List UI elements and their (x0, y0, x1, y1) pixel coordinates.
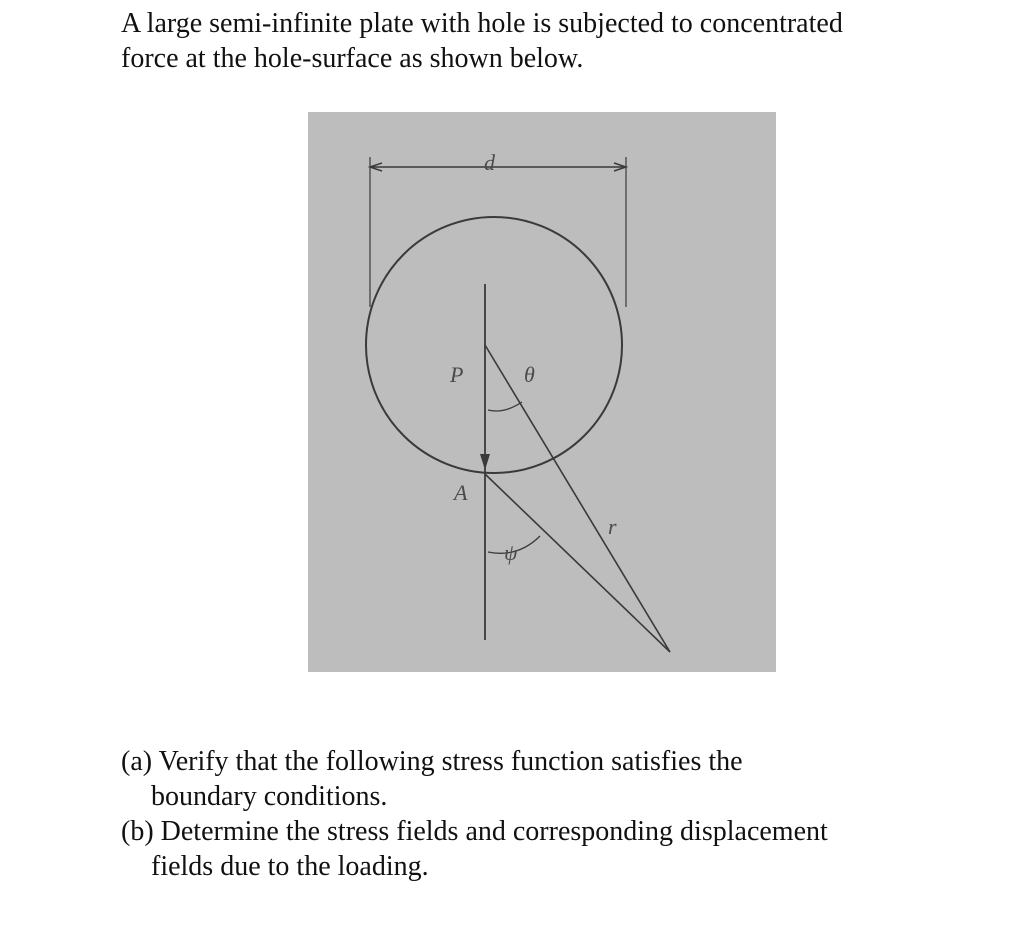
theta-arc (488, 402, 522, 411)
problem-statement-line-2: force at the hole-surface as shown below. (121, 43, 584, 74)
question-a-line-1: (a) Verify that the following stress function satisfies the (121, 746, 743, 777)
label-theta: θ (524, 362, 535, 387)
problem-statement-line-1: A large semi-infinite plate with hole is subjected to concentrated (121, 8, 843, 39)
question-b-line-2: fields due to the loading. (151, 851, 429, 882)
figure-diagram (308, 112, 776, 672)
label-P: P (450, 362, 464, 387)
label-d: d (484, 150, 495, 175)
label-r: r (608, 514, 617, 539)
label-psi: ψ (504, 540, 518, 565)
problem-statement (121, 6, 921, 76)
label-A: A (454, 480, 468, 505)
plate-hole-figure (308, 112, 776, 672)
question-a-line-2: boundary conditions. (151, 781, 388, 812)
radial-line-r (485, 345, 670, 652)
hole-circle (366, 217, 622, 473)
question-b-line-1: (b) Determine the stress fields and corresponding displacement (121, 816, 828, 847)
question-b (121, 814, 921, 884)
force-arrowhead (480, 454, 490, 470)
question-a (121, 744, 921, 814)
question-list (121, 744, 921, 884)
